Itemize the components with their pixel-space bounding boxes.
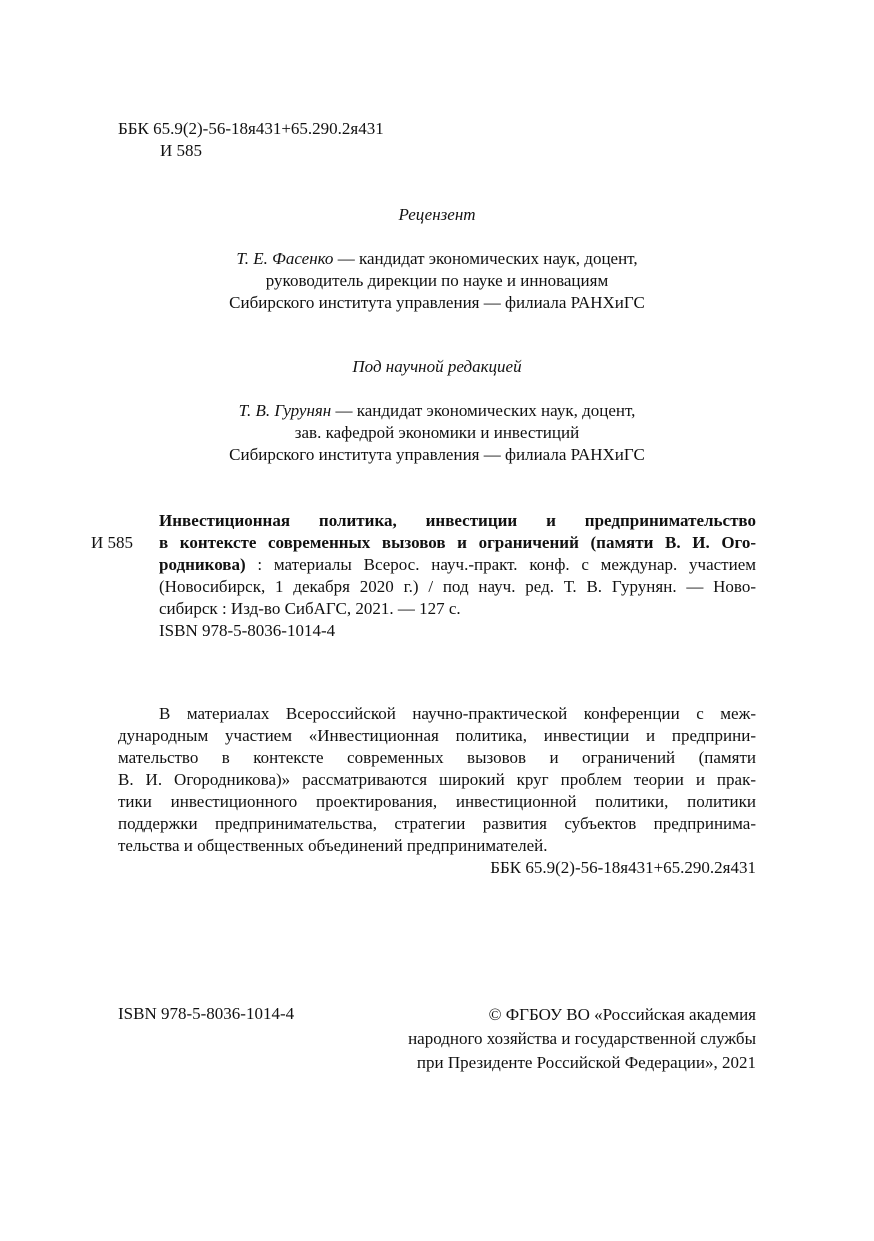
bbk-code: ББК 65.9(2)-56-18я431+65.290.2я431: [118, 119, 384, 138]
catalog-line4: (Новосибирск, 1 декабря 2020 г.) / под науч. ред. Т. В. Гурунян. — Ново-: [159, 577, 756, 596]
editor-line1: [118, 400, 756, 422]
editor-line3: Сибирского института управления — филиала РАНХиГС: [229, 445, 645, 464]
reviewer-line3: Сибирского института управления — филиала РАНХиГС: [229, 293, 645, 312]
catalog-title-line2: в контексте современных вызовов и ограничений (памяти В. И. Ого-: [159, 533, 756, 552]
editor-line2: зав. кафедрой экономики и инвестиций: [294, 423, 580, 442]
catalog-title-line1: Инвестиционная политика, инвестиции и предпринимательство: [159, 511, 756, 530]
bbk-header: [118, 118, 384, 162]
abstract-line: тики инвестиционного проектирования, инвестиционной политики, политики: [118, 792, 756, 811]
abstract-line: В материалах Всероссийской научно-практической конференции с меж-: [159, 704, 756, 723]
abstract-line: дународным участием «Инвестиционная политика, инвестиции и предприни-: [118, 726, 756, 745]
reviewer-line2: руководитель дирекции по науке и инновациям: [265, 271, 609, 290]
copyright: [340, 1003, 756, 1075]
abstract-line: мательство в контексте современных вызовов и ограничений (памяти: [118, 748, 756, 767]
editor-name: Т. В. Гурунян: [238, 401, 332, 420]
reviewer-heading: Рецензент: [398, 205, 476, 224]
editor-degree: — кандидат экономических наук, доцент,: [331, 401, 636, 420]
reviewer-name: Т. Е. Фасенко: [236, 249, 334, 268]
catalog-code: И 585: [91, 533, 134, 552]
abstract-bbk: ББК 65.9(2)-56-18я431+65.290.2я431: [490, 858, 756, 877]
footer-isbn: ISBN 978-5-8036-1014-4: [118, 1004, 295, 1023]
copyright-line2: народного хозяйства и государственной службы: [408, 1029, 756, 1048]
abstract-line: В. И. Огородникова)» рассматриваются широкий круг проблем теории и прак-: [118, 770, 756, 789]
catalog-materials: : материалы Всерос. науч.-практ. конф. с междунар. участием: [245, 555, 756, 574]
catalog-line5: сибирск : Изд-во СибАГС, 2021. — 127 с.: [159, 599, 461, 618]
reviewer-degree: — кандидат экономических наук, доцент,: [333, 249, 638, 268]
abstract: [118, 703, 756, 879]
catalog-line3: [159, 554, 756, 576]
reviewer-line1: [118, 248, 756, 270]
reviewer-block: [118, 248, 756, 314]
catalog-card: [159, 510, 756, 642]
abstract-line: поддержки предпринимательства, стратегии развития субъектов предпринима-: [118, 814, 756, 833]
author-mark: И 585: [160, 141, 203, 160]
catalog-title-end: родникова): [159, 555, 246, 574]
editor-block: [118, 400, 756, 466]
catalog-isbn: ISBN 978-5-8036-1014-4: [159, 621, 336, 640]
copyright-line1: © ФГБОУ ВО «Российская академия: [488, 1005, 756, 1024]
abstract-line: тельства и общественных объединений предпринимателей.: [118, 836, 548, 855]
copyright-line3: при Президенте Российской Федерации», 2021: [416, 1053, 756, 1072]
editor-heading: Под научной редакцией: [352, 357, 522, 376]
